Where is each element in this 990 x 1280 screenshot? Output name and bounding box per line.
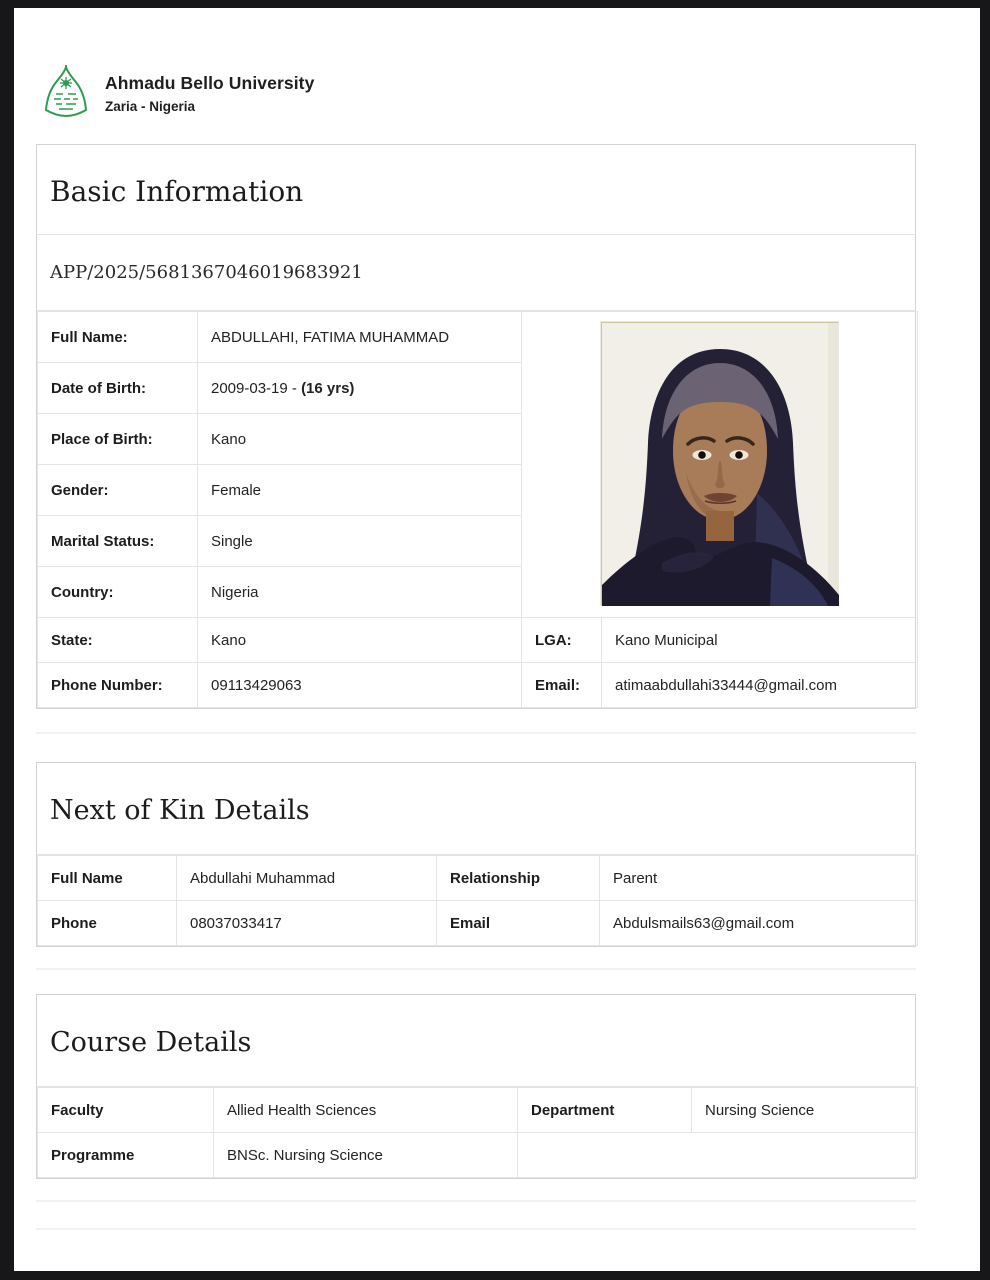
university-title-block [105, 73, 314, 114]
basic-information-section [36, 144, 916, 709]
next-of-kin-section [36, 762, 916, 947]
field-value-faculty: Allied Health Sciences [214, 1088, 518, 1133]
dob-date: 2009-03-19 - [211, 379, 302, 397]
field-value-kin-email: Abdulsmails63@gmail.com [600, 901, 918, 946]
photo-cell [522, 312, 918, 618]
table-row [38, 856, 918, 901]
field-label-kin-email: Email [437, 901, 600, 946]
section-divider [36, 1228, 916, 1230]
field-label-country: Country: [38, 567, 198, 618]
basic-information-table [37, 311, 918, 708]
field-value-lga: Kano Municipal [602, 618, 918, 663]
application-number: APP/2025/5681367046019683921 [37, 235, 915, 311]
field-value-kin-relationship: Parent [600, 856, 918, 901]
field-label-date-of-birth: Date of Birth: [38, 363, 198, 414]
table-row [38, 312, 918, 363]
next-of-kin-table [37, 855, 918, 946]
field-value-place-of-birth: Kano [198, 414, 522, 465]
field-value-country: Nigeria [198, 567, 522, 618]
university-name: Ahmadu Bello University [105, 73, 315, 93]
section-title-basic-information: Basic Information [37, 145, 915, 235]
field-value-phone-number: 09113429063 [198, 663, 522, 708]
table-row [38, 901, 918, 946]
field-label-email: Email: [522, 663, 602, 708]
field-value-marital-status: Single [198, 516, 522, 567]
field-value-state: Kano [198, 618, 522, 663]
field-value-date-of-birth [198, 363, 522, 414]
field-label-phone-number: Phone Number: [38, 663, 198, 708]
field-value-kin-full-name: Abdullahi Muhammad [177, 856, 437, 901]
field-value-programme: BNSc. Nursing Science [214, 1133, 518, 1178]
table-row [38, 663, 918, 708]
section-divider [36, 968, 916, 970]
table-row [38, 1088, 918, 1133]
field-value-email: atimaabdullahi33444@gmail.com [602, 663, 918, 708]
university-header [42, 64, 980, 120]
dob-age: (16 yrs) [301, 379, 355, 397]
course-details-table [37, 1087, 918, 1178]
abu-crest-icon [42, 64, 90, 120]
applicant-passport-photo [601, 322, 838, 605]
field-label-faculty: Faculty [38, 1088, 214, 1133]
field-label-programme: Programme [38, 1133, 214, 1178]
document-page [14, 8, 980, 1271]
field-label-gender: Gender: [38, 465, 198, 516]
field-label-kin-relationship: Relationship [437, 856, 600, 901]
field-label-kin-full-name: Full Name [38, 856, 177, 901]
field-value-gender: Female [198, 465, 522, 516]
course-details-section [36, 994, 916, 1179]
field-label-marital-status: Marital Status: [38, 516, 198, 567]
field-value-full-name: ABDULLAHI, FATIMA MUHAMMAD [198, 312, 522, 363]
section-divider [36, 1200, 916, 1202]
field-label-lga: LGA: [522, 618, 602, 663]
table-row [38, 618, 918, 663]
field-label-kin-phone: Phone [38, 901, 177, 946]
field-value-kin-phone: 08037033417 [177, 901, 437, 946]
section-divider [36, 732, 916, 734]
section-title-course-details: Course Details [37, 995, 915, 1087]
university-location: Zaria - Nigeria [105, 99, 196, 114]
field-label-full-name: Full Name: [38, 312, 198, 363]
empty-cell [518, 1133, 918, 1178]
field-label-department: Department [518, 1088, 692, 1133]
table-row [38, 1133, 918, 1178]
field-label-state: State: [38, 618, 198, 663]
section-title-next-of-kin: Next of Kin Details [37, 763, 915, 855]
field-value-department: Nursing Science [692, 1088, 918, 1133]
field-label-place-of-birth: Place of Birth: [38, 414, 198, 465]
